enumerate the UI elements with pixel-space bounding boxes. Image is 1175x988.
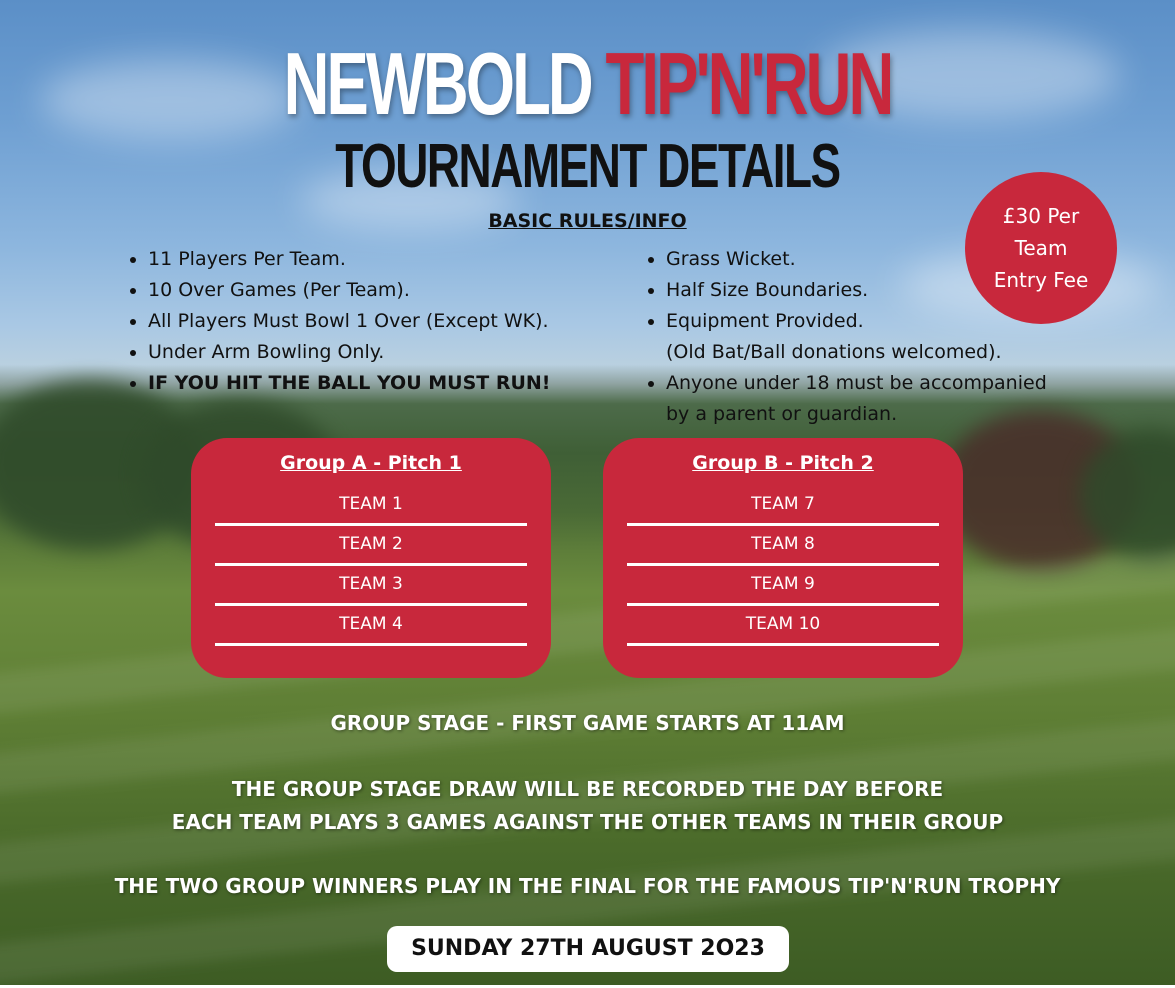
draw-info-line: EACH TEAM PLAYS 3 GAMES AGAINST THE OTHER TEAMS IN THEIR GROUP xyxy=(171,810,1004,834)
rule-item: • Half Size Boundaries. xyxy=(666,275,1136,306)
rule-item: • 11 Players Per Team. xyxy=(148,244,638,275)
title-part-tipnrun: TIP'N'RUN xyxy=(605,34,892,133)
final-info: THE TWO GROUP WINNERS PLAY IN THE FINAL FOR THE FAMOUS TIP'N'RUN TROPHY xyxy=(114,874,1061,898)
group-a-card xyxy=(191,438,551,678)
fee-line: £30 Per xyxy=(1002,204,1080,228)
rule-item-note: (Old Bat/Ball donations welcomed). xyxy=(666,341,1002,363)
entry-fee-badge xyxy=(965,172,1117,324)
fee-line: Team xyxy=(1014,236,1068,260)
rule-item: • Equipment Provided. xyxy=(666,306,1136,337)
team-slot: TEAM 4 xyxy=(215,610,527,646)
team-slot: TEAM 10 xyxy=(627,610,939,646)
event-date-badge: SUNDAY 27TH AUGUST 2O23 xyxy=(387,926,789,972)
group-b-card xyxy=(603,438,963,678)
title-part-newbold: NEWBOLD xyxy=(283,34,591,133)
team-slot: TEAM 8 xyxy=(627,530,939,566)
rule-item: • 10 Over Games (Per Team). xyxy=(148,275,638,306)
group-title: Group A - Pitch 1 xyxy=(280,452,462,474)
team-slot: TEAM 1 xyxy=(215,490,527,526)
group-title: Group B - Pitch 2 xyxy=(692,452,874,474)
rule-item: • All Players Must Bowl 1 Over (Except WK). xyxy=(148,306,638,337)
draw-info-line: THE GROUP STAGE DRAW WILL BE RECORDED THE DAY BEFORE xyxy=(231,777,944,801)
rule-item-note: by a parent or guardian. xyxy=(666,403,898,425)
rule-item: • Under Arm Bowling Only. xyxy=(148,337,638,368)
rule-item: • Grass Wicket. xyxy=(666,244,1136,275)
fee-line: Entry Fee xyxy=(993,268,1089,292)
rules-heading: BASIC RULES/INFO xyxy=(488,210,687,232)
page-subtitle: TOURNAMENT DETAILS xyxy=(335,132,840,201)
team-slot: TEAM 7 xyxy=(627,490,939,526)
rule-item-emphasis: • IF YOU HIT THE BALL YOU MUST RUN! xyxy=(148,368,638,399)
rules-list-left xyxy=(122,244,638,399)
team-slot: TEAM 9 xyxy=(627,570,939,606)
rule-item: • Anyone under 18 must be accompanied xyxy=(666,368,1136,399)
team-slot: TEAM 2 xyxy=(215,530,527,566)
first-game-info: GROUP STAGE - FIRST GAME STARTS AT 11AM xyxy=(330,711,845,735)
team-slot: TEAM 3 xyxy=(215,570,527,606)
event-title xyxy=(164,34,1010,133)
